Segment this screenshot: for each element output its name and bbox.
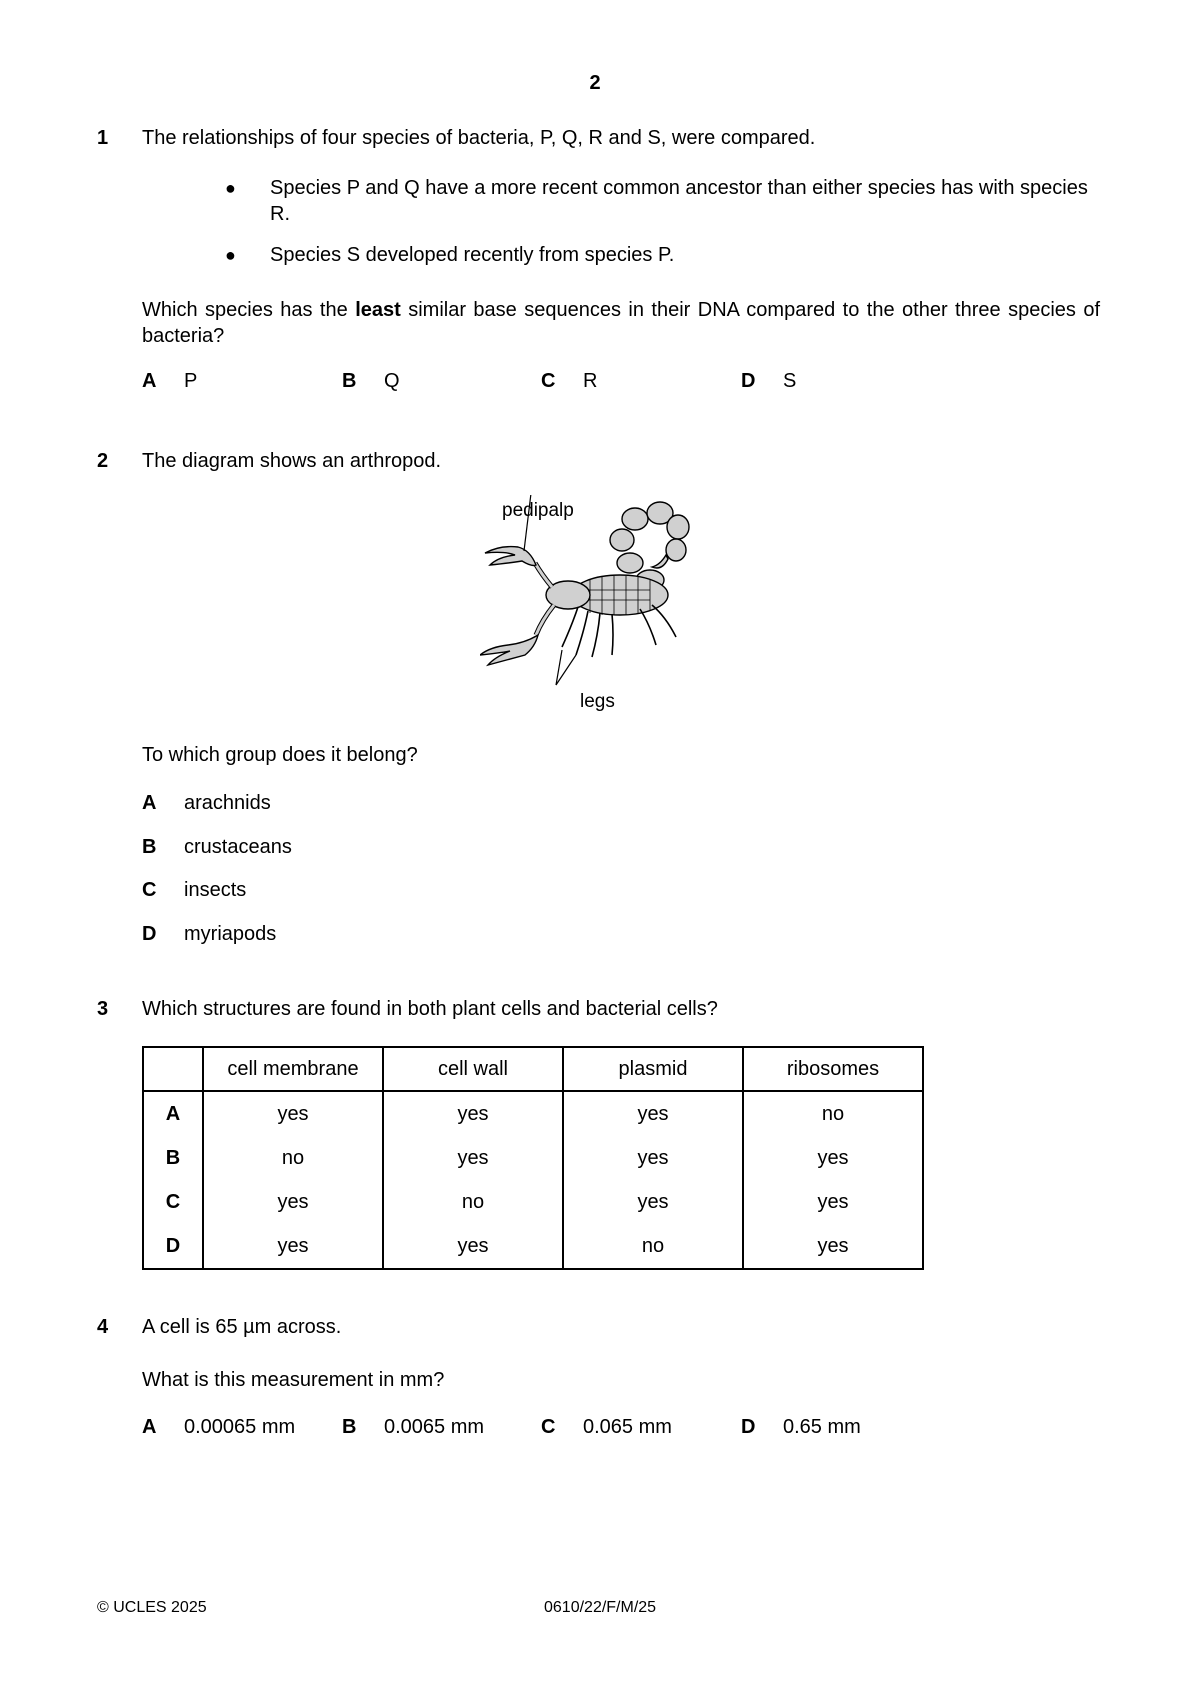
table-header-cell: cell membrane: [203, 1047, 383, 1091]
structures-table: [142, 1046, 924, 1270]
table-cell: yes: [563, 1091, 743, 1136]
option-letter: D: [741, 1416, 756, 1438]
question-2-option-a[interactable]: [142, 792, 271, 815]
question-2-option-d[interactable]: [142, 923, 276, 946]
question-2-number: 2: [97, 450, 109, 472]
table-header-cell: ribosomes: [743, 1047, 923, 1091]
table-cell: yes: [743, 1224, 923, 1269]
question-4-number: 4: [97, 1316, 109, 1338]
row-letter: D: [143, 1224, 203, 1269]
question-4-option-d[interactable]: [741, 1416, 861, 1439]
question-1-question: [142, 297, 1100, 349]
option-text: 0.065 mm: [583, 1416, 672, 1438]
table-cell: yes: [743, 1180, 923, 1224]
option-letter: B: [142, 836, 157, 858]
question-4-question: What is this measurement in mm?: [142, 1369, 445, 1391]
table-cell: no: [203, 1136, 383, 1180]
bullet-icon: ●: [225, 178, 236, 198]
question-1-bullet-2: Species S developed recently from species P.: [270, 244, 675, 266]
table-header-cell: plasmid: [563, 1047, 743, 1091]
question-2-question: To which group does it belong?: [142, 744, 418, 766]
question-1-option-d[interactable]: [741, 370, 796, 393]
question-1-stem: The relationships of four species of bacteria, P, Q, R and S, were compared.: [142, 127, 816, 149]
table-cell: yes: [383, 1091, 563, 1136]
legs-label: legs: [580, 691, 615, 712]
table-row[interactable]: [143, 1136, 923, 1180]
question-4-option-a[interactable]: [142, 1416, 295, 1439]
question-1-option-b[interactable]: [342, 370, 400, 393]
option-text: S: [783, 370, 797, 392]
option-letter: B: [342, 1416, 357, 1438]
question-2-option-b[interactable]: [142, 836, 292, 859]
option-letter: A: [142, 792, 157, 814]
footer-copyright: © UCLES 2025: [97, 1599, 207, 1616]
table-cell: yes: [563, 1180, 743, 1224]
bullet-icon: ●: [225, 245, 236, 265]
row-letter: A: [143, 1091, 203, 1136]
row-letter: B: [143, 1136, 203, 1180]
table-corner-cell: [143, 1047, 203, 1091]
question-3-number: 3: [97, 998, 109, 1020]
table-cell: no: [383, 1180, 563, 1224]
option-letter: A: [142, 370, 157, 392]
option-text: crustaceans: [184, 836, 292, 858]
row-letter: C: [143, 1180, 203, 1224]
pedipalp-label: pedipalp: [502, 500, 574, 521]
table-header-row: [143, 1047, 923, 1091]
option-letter: D: [142, 923, 157, 945]
option-letter: C: [541, 1416, 556, 1438]
table-row[interactable]: [143, 1180, 923, 1224]
page-number: 2: [589, 72, 601, 94]
table-cell: yes: [203, 1091, 383, 1136]
question-1-bullet-1: Species P and Q have a more recent common ancestor than either species has with species R.: [270, 177, 1088, 225]
table-row[interactable]: [143, 1224, 923, 1269]
option-text: 0.0065 mm: [384, 1416, 485, 1438]
question-4-option-c[interactable]: [541, 1416, 672, 1439]
table-header-cell: cell wall: [383, 1047, 563, 1091]
table-cell: no: [563, 1224, 743, 1269]
option-letter: C: [142, 879, 157, 901]
question-1-option-a[interactable]: [142, 370, 197, 393]
question-1-question-post: similar base sequences in their DNA compared to the other three species of bacteria?: [142, 299, 1101, 347]
question-2-stem: The diagram shows an arthropod.: [142, 450, 442, 472]
option-letter: C: [541, 370, 556, 392]
option-text: myriapods: [184, 923, 277, 945]
option-text: 0.65 mm: [783, 1416, 861, 1438]
option-text: P: [184, 370, 198, 392]
question-1-number: 1: [97, 127, 109, 149]
option-letter: A: [142, 1416, 157, 1438]
footer-paper-code: 0610/22/F/M/25: [544, 1599, 657, 1616]
table-cell: yes: [383, 1224, 563, 1269]
option-letter: D: [741, 370, 756, 392]
table-cell: no: [743, 1091, 923, 1136]
table-cell: yes: [203, 1224, 383, 1269]
table-cell: yes: [383, 1136, 563, 1180]
question-4-stem: A cell is 65 µm across.: [142, 1316, 342, 1338]
question-2-option-c[interactable]: [142, 879, 246, 902]
option-text: insects: [184, 879, 247, 901]
option-text: R: [583, 370, 598, 392]
option-text: Q: [384, 370, 400, 392]
question-4-option-b[interactable]: [342, 1416, 484, 1439]
question-1-option-c[interactable]: [541, 370, 597, 393]
question-1-question-bold: least: [355, 299, 401, 321]
scorpion-illustration: [480, 495, 720, 715]
option-letter: B: [342, 370, 357, 392]
question-3-stem: Which structures are found in both plant cells and bacterial cells?: [142, 998, 718, 1020]
question-1-question-pre: Which species has the: [142, 299, 356, 321]
arthropod-diagram: [480, 495, 720, 715]
table-cell: yes: [743, 1136, 923, 1180]
option-text: arachnids: [184, 792, 271, 814]
table-row[interactable]: [143, 1091, 923, 1136]
table-cell: yes: [203, 1180, 383, 1224]
table-cell: yes: [563, 1136, 743, 1180]
option-text: 0.00065 mm: [184, 1416, 296, 1438]
